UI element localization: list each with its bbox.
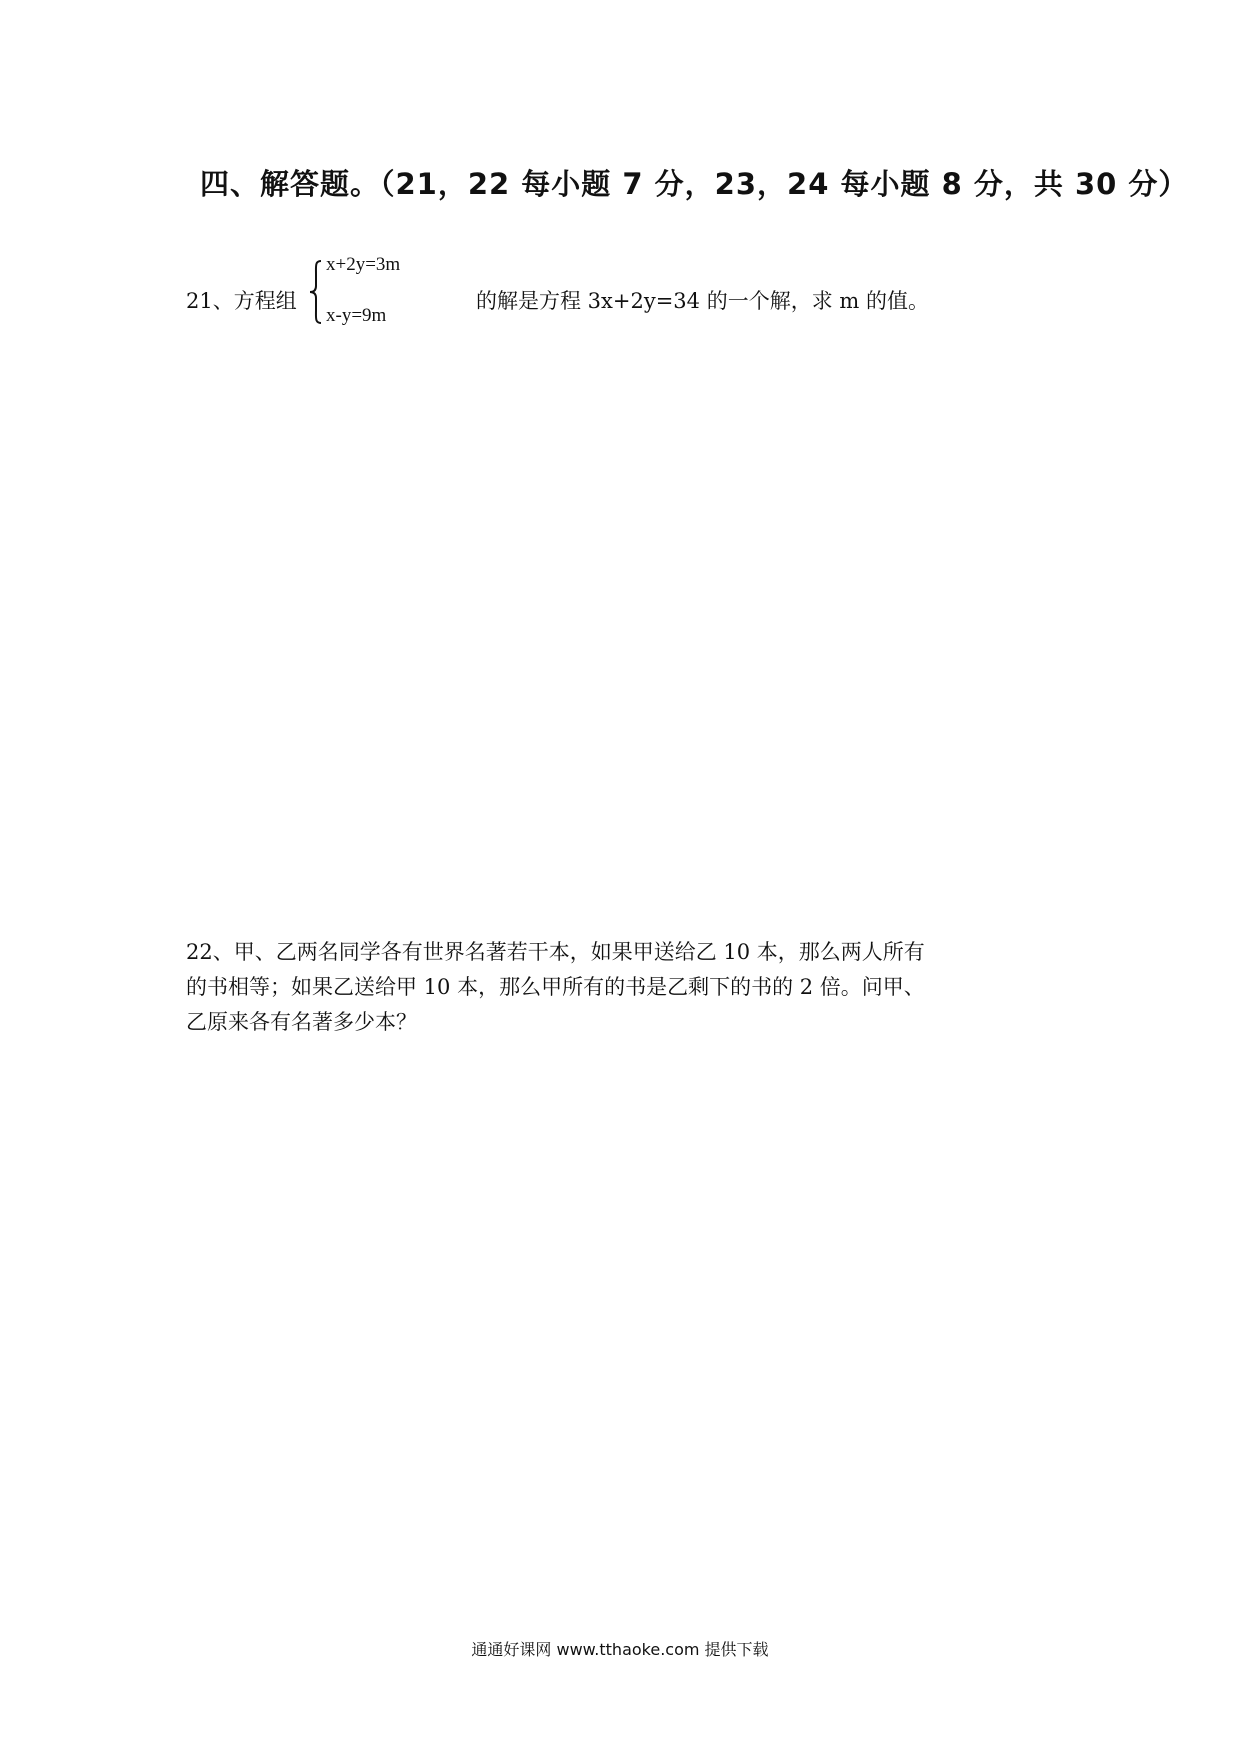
page-footer: 通通好课网 www.tthaoke.com 提供下载 <box>471 1640 769 1659</box>
question-22-line: 22、甲、乙两名同学各有世界名著若干本，如果甲送给乙 10 本，那么两人所有 <box>186 940 925 964</box>
section-heading: 四、解答题。（21，22 每小题 7 分，23，24 每小题 8 分，共 30 分） <box>200 167 1189 201</box>
question-21-suffix: 的解是方程 3x+2y=34 的一个解，求 m 的值。 <box>476 289 929 313</box>
equation-1: x+2y=3m <box>326 254 401 275</box>
brace-icon <box>309 260 323 324</box>
question-22-line: 乙原来各有名著多少本？ <box>186 1010 417 1034</box>
question-22-line: 的书相等；如果乙送给甲 10 本，那么甲所有的书是乙剩下的书的 2 倍。问甲、 <box>186 975 925 999</box>
question-21-prefix: 21、方程组 <box>186 289 297 313</box>
equation-2: x-y=9m <box>326 305 387 326</box>
question-22 <box>186 935 1066 1040</box>
